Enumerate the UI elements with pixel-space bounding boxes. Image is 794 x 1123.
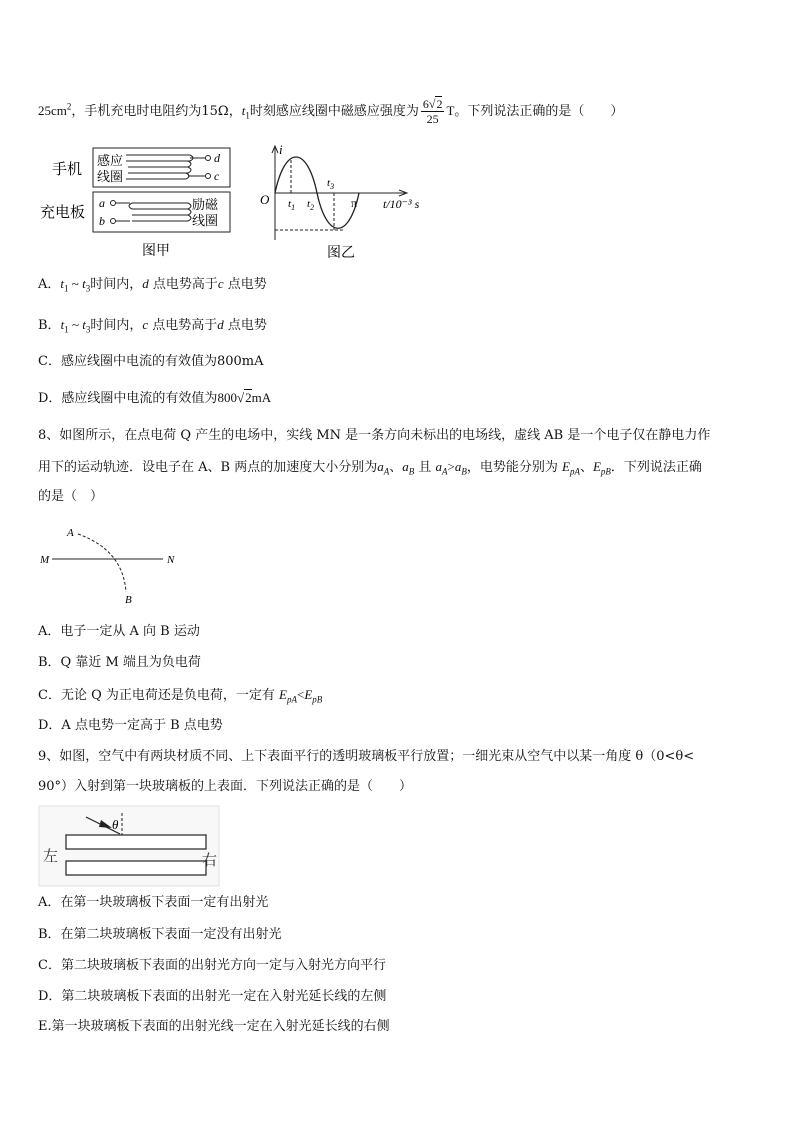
charger-label: 充电板 (40, 203, 86, 221)
phone-label: 手机 (52, 160, 83, 178)
excite-label-2: 线圈 (192, 214, 219, 229)
q8-option-c-lt: < (296, 687, 305, 702)
q8-aA-2: a (435, 459, 442, 474)
option-b-t3: t (82, 317, 86, 332)
q8-option-c (38, 686, 322, 709)
q9-option-d: D．第二块玻璃板下表面的出射光一定在入射光延长线的左侧 (38, 989, 387, 1004)
q8-option-c-E1: E (279, 687, 287, 702)
q7-stem (38, 97, 623, 126)
t-subscript: 1 (245, 110, 250, 121)
excitation-coil (116, 203, 191, 221)
q8-gt: > (447, 459, 455, 474)
terminal-b (111, 219, 116, 224)
induction-coil (126, 155, 206, 179)
option-b-text-1: 时间内， (90, 318, 143, 333)
q8-aA-2-sub: A (442, 466, 448, 477)
q8-text-d: ．下列说法正确 (610, 460, 702, 475)
q8-figure (38, 522, 188, 607)
option-d-unit: mA (251, 390, 272, 405)
b-field-fraction: $\frac{6√2}{25}$ (422, 97, 443, 126)
option-b-t1: t (60, 317, 65, 332)
q8-aB: a (402, 459, 409, 474)
q8-option-c-E2: E (304, 687, 313, 702)
q8-sep-1: 、 (389, 460, 403, 475)
option-b-d: d (217, 317, 224, 332)
q8-sep-2: 、 (579, 460, 593, 475)
q9-option-b: B．在第二块玻璃板下表面一定没有出射光 (38, 927, 282, 942)
terminal-a (111, 201, 116, 206)
point-m-label: M (40, 554, 50, 566)
q9-stem-line-2: 90°）入射到第一块玻璃板的上表面．下列说法正确的是（ ） (38, 779, 413, 794)
label-a: a (99, 196, 105, 210)
label-t1: $t_1$ (288, 198, 296, 212)
q7-option-c: C．感应线圈中电流的有效值为800mA (38, 354, 264, 369)
label-pi: π (351, 196, 358, 210)
q8-option-b: B．Q 靠近 M 端且为负电荷 (38, 655, 201, 670)
q8-aB-2-sub: B (461, 466, 467, 477)
q8-stem-line-1: 8、如图所示，在点电荷 Q 产生的电场中，实线 MN 是一条方向未标出的电场线，虚线 AB 是一个电子仅在静电力作 (38, 428, 711, 443)
q8-option-d: D．A 点电势一定高于 B 点电势 (38, 718, 223, 733)
stem-text-3: 。下列说法正确的是（ ） (454, 104, 624, 119)
terminal-c (206, 174, 211, 179)
q8-EpB-sub: pB (600, 466, 611, 477)
induct-label-2: 线圈 (97, 170, 124, 185)
point-n-label: N (167, 554, 175, 566)
excite-label-1: 励磁 (192, 198, 219, 213)
q7-option-a (38, 275, 267, 298)
q8-text-c: ，电势能分别为 (466, 460, 562, 475)
figure-jia (38, 145, 238, 260)
q8-stem-line-2 (38, 458, 702, 481)
q9-stem-line-1: 9、如图，空气中有两块材质不同、上下表面平行的透明玻璃板平行放置；一细光束从空气中以某一角度 θ（0<θ< (38, 749, 695, 764)
option-a-text-2: 点电势高于 (148, 277, 218, 292)
t-symbol: t (241, 103, 246, 118)
right-label: 右 (202, 851, 218, 869)
left-label: 左 (43, 847, 59, 865)
area-value: 25cm (38, 103, 67, 118)
q8-option-c-E2-sub: pB (312, 694, 323, 705)
q9-option-a: A．在第一块玻璃板下表面一定有出射光 (38, 895, 269, 910)
q8-option-c-E1-sub: pA (286, 694, 297, 705)
q8-aA: a (377, 459, 384, 474)
option-b-tilde: ~ (68, 317, 83, 332)
stem-text-1: ，手机充电时电阻约为15Ω， (71, 104, 242, 119)
q8-EpA: E (561, 459, 570, 474)
q8-option-a: A．电子一定从 A 向 B 运动 (38, 624, 200, 639)
option-b-text-2: 点电势高于 (148, 318, 218, 333)
option-a-t3-sub: 3 (85, 283, 91, 294)
figure-yi (255, 140, 455, 262)
q7-option-b (38, 316, 267, 339)
option-a-text-1: 时间内， (90, 277, 143, 292)
option-a-t3: t (82, 276, 86, 291)
trajectory-ab (78, 534, 126, 592)
caption-yi: 图乙 (327, 245, 355, 261)
option-d-number: 800 (217, 390, 237, 405)
unit-tesla: T (446, 103, 455, 118)
option-a-text-3: 点电势 (223, 277, 267, 292)
q9-figure (38, 805, 223, 887)
label-t3: $t_3$ (327, 177, 335, 191)
option-a-t1-sub: 1 (64, 283, 69, 294)
label-d: d (214, 151, 220, 165)
q8-EpA-sub: pA (569, 466, 580, 477)
option-a-c: c (217, 276, 224, 291)
q9-option-e: E.第一块玻璃板下表面的出射光线一定在入射光延长线的右侧 (38, 1019, 390, 1034)
q8-aA-sub: A (383, 466, 390, 477)
q8-aB-sub: B (408, 466, 415, 477)
option-a-t1: t (60, 276, 65, 291)
frac-num-root: 2 (436, 97, 443, 111)
option-b-prefix: B． (38, 318, 61, 333)
glass-plate-1 (66, 835, 206, 849)
option-b-t3-sub: 3 (85, 324, 91, 335)
glass-plate-2 (66, 861, 206, 875)
induct-label-1: 感应 (97, 154, 124, 169)
q9-option-c: C．第二块玻璃板下表面的出射光方向一定与入射光方向平行 (38, 958, 386, 973)
point-b-label: B (125, 594, 132, 606)
option-b-c: c (142, 317, 149, 332)
stem-text-2: 时刻感应线圈中磁感应强度为 (249, 104, 419, 119)
caption-jia: 图甲 (142, 243, 170, 259)
option-b-t1-sub: 1 (64, 324, 69, 335)
option-a-prefix: A． (38, 277, 61, 292)
q8-text-a: 用下的运动轨迹．设电子在 A、B 两点的加速度大小分别为 (38, 460, 378, 475)
label-O: O (260, 192, 270, 207)
terminal-d (206, 156, 211, 161)
label-t2: $t_2$ (307, 198, 315, 212)
point-a-label: A (67, 527, 74, 539)
option-a-d: d (142, 276, 149, 291)
q8-stem-line-3: 的是（ ） (38, 489, 104, 504)
option-a-tilde: ~ (68, 276, 83, 291)
label-i: i (279, 142, 283, 157)
frac-num-coef: 6 (422, 97, 429, 111)
label-b: b (99, 214, 105, 228)
q8-text-b: 且 (414, 460, 436, 475)
t-axis-label: t/10⁻³ s (383, 197, 420, 211)
option-d-root: 2 (245, 390, 252, 405)
q8-EpB: E (592, 459, 601, 474)
area-exponent: 2 (66, 101, 72, 112)
option-b-text-3: 点电势 (223, 318, 267, 333)
q7-option-d: D．感应线圈中电流的有效值为800√2mA (38, 390, 272, 406)
option-d-prefix: D．感应线圈中电流的有效值为 (38, 391, 218, 406)
q8-option-c-text: C．无论 Q 为正电荷还是负电荷，一定有 (38, 688, 280, 703)
frac-den: 25 (426, 112, 439, 126)
label-c: c (214, 169, 220, 183)
q8-aB-2: a (454, 459, 462, 474)
angle-theta-label: θ (112, 817, 119, 832)
